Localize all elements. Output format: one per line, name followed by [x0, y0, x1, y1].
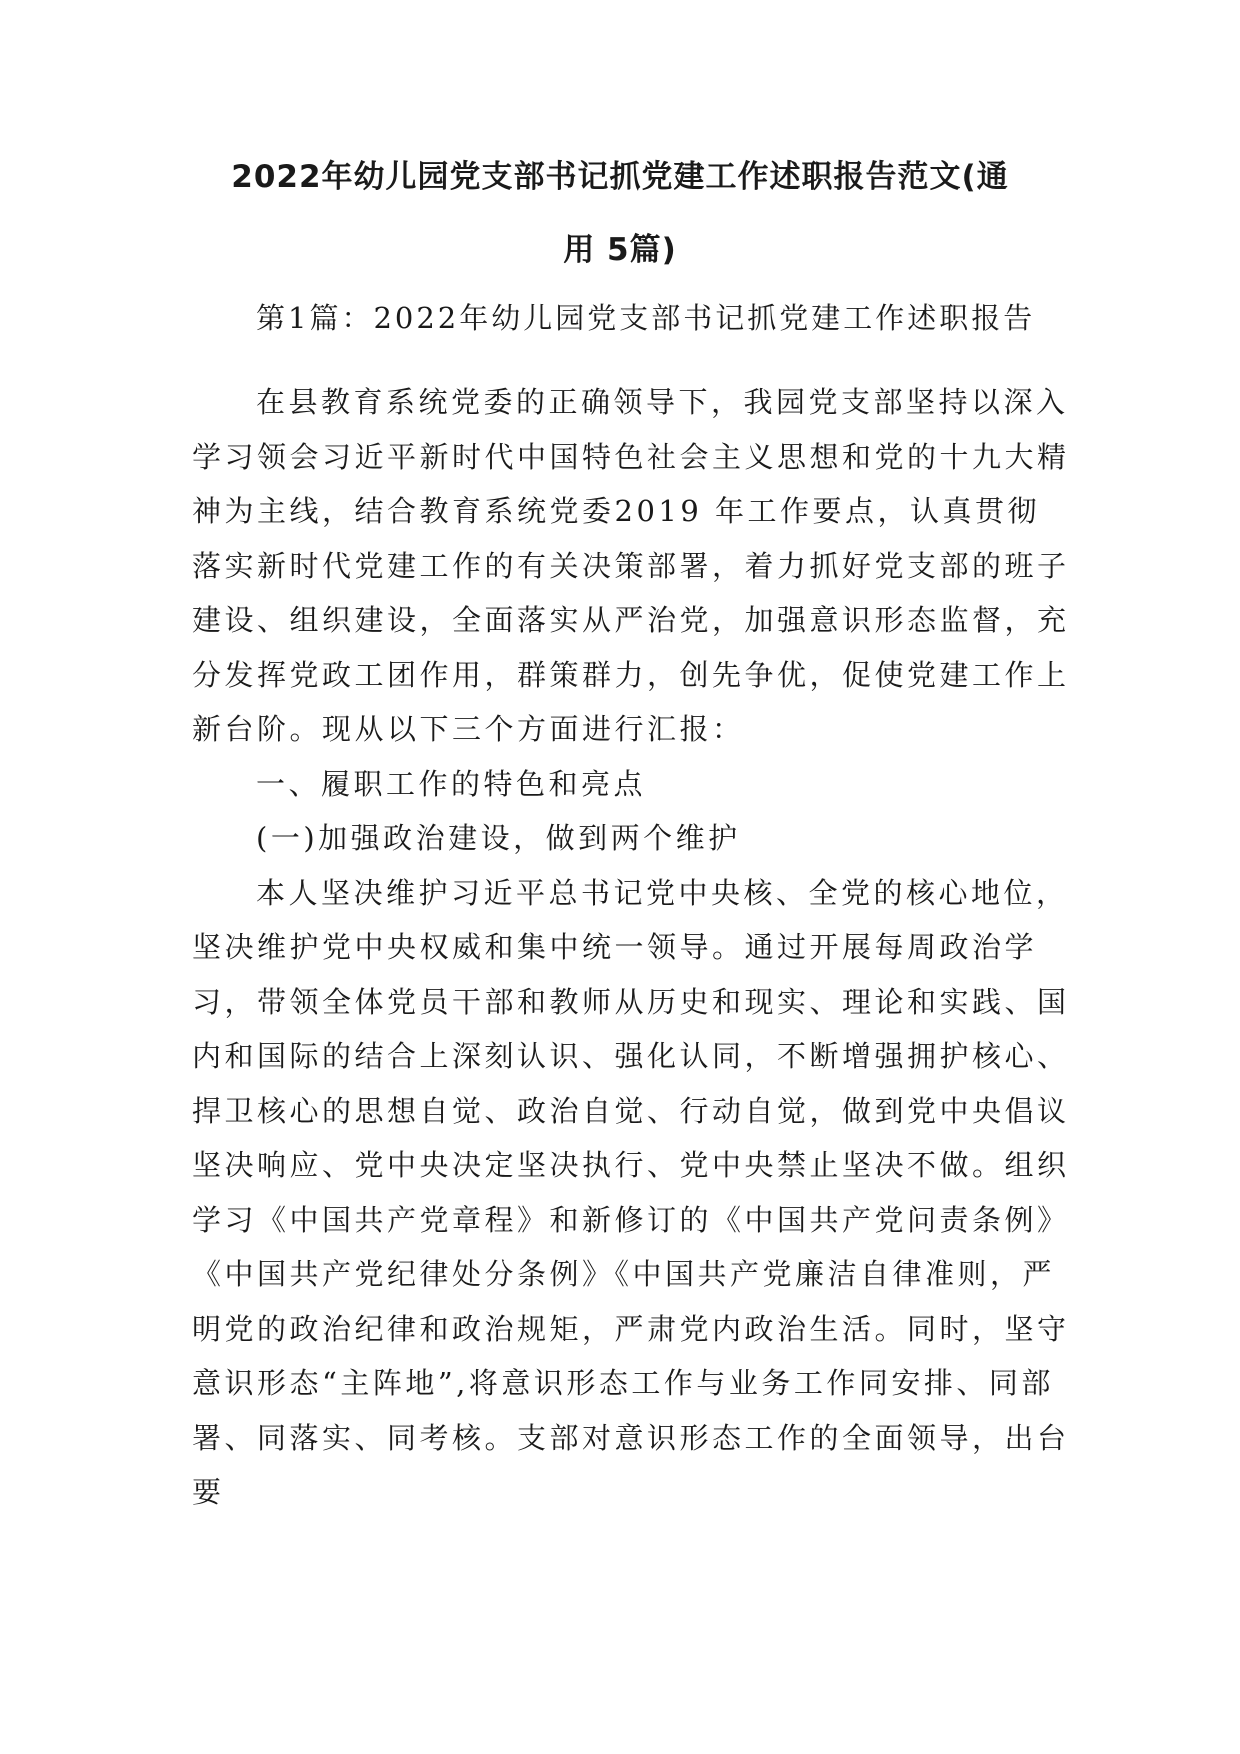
subsection-heading: (一)加强政治建设，做到两个维护	[256, 821, 741, 855]
paragraph-intro: 在县教育系统党委的正确领导下，我园党支部坚持以深入学习领会习近平新时代中国特色社会主义思想和党的十九大精神为主线，结合教育系统党委2019 年工作要点，认真贯彻落实新时代党建工作的有关决策部署，着力抓好党支部的班子建设、组织建设，全面落实从严治党，加强意识形态监督，充分发挥党政工团作用，群策群力，创先争优，促使党建工作上新台阶。现从以下三个方面进行汇报：	[192, 385, 1070, 746]
paragraph-political-construction: 本人坚决维护习近平总书记党中央核、全党的核心地位，坚决维护党中央权威和集中统一领导。通过开展每周政治学习，带领全体党员干部和教师从历史和现实、理论和实践、国内和国际的结合上深刻认识、强化认同，不断增强拥护核心、捍卫核心的思想自觉、政治自觉、行动自觉，做到党中央倡议坚决响应、党中央决定坚决执行、党中央禁止坚决不做。组织学习《中国共产党章程》和新修订的《中国共产党问责条例》 《中国共产党纪律处分条例》《中国共产党廉洁自律准则，严明党的政治纪律和政治规矩，严肃党内政治生活。同时，坚守意识形态“主阵地”,将意识形态工作与业务工作同安排、同部署、同落实、同考核。支部对意识形态工作的全面领导，出台要	[192, 875, 1070, 1509]
document-title-line2: 用 5篇)	[563, 232, 677, 268]
section-subtitle: 第1篇：2022年幼儿园党支部书记抓党建工作述职报告	[256, 301, 1036, 335]
document-title-line1: 2022年幼儿园党支部书记抓党建工作述职报告范文(通	[231, 159, 1009, 195]
document-body	[192, 375, 1072, 1520]
section-heading: 一、履职工作的特色和亮点	[256, 766, 647, 801]
